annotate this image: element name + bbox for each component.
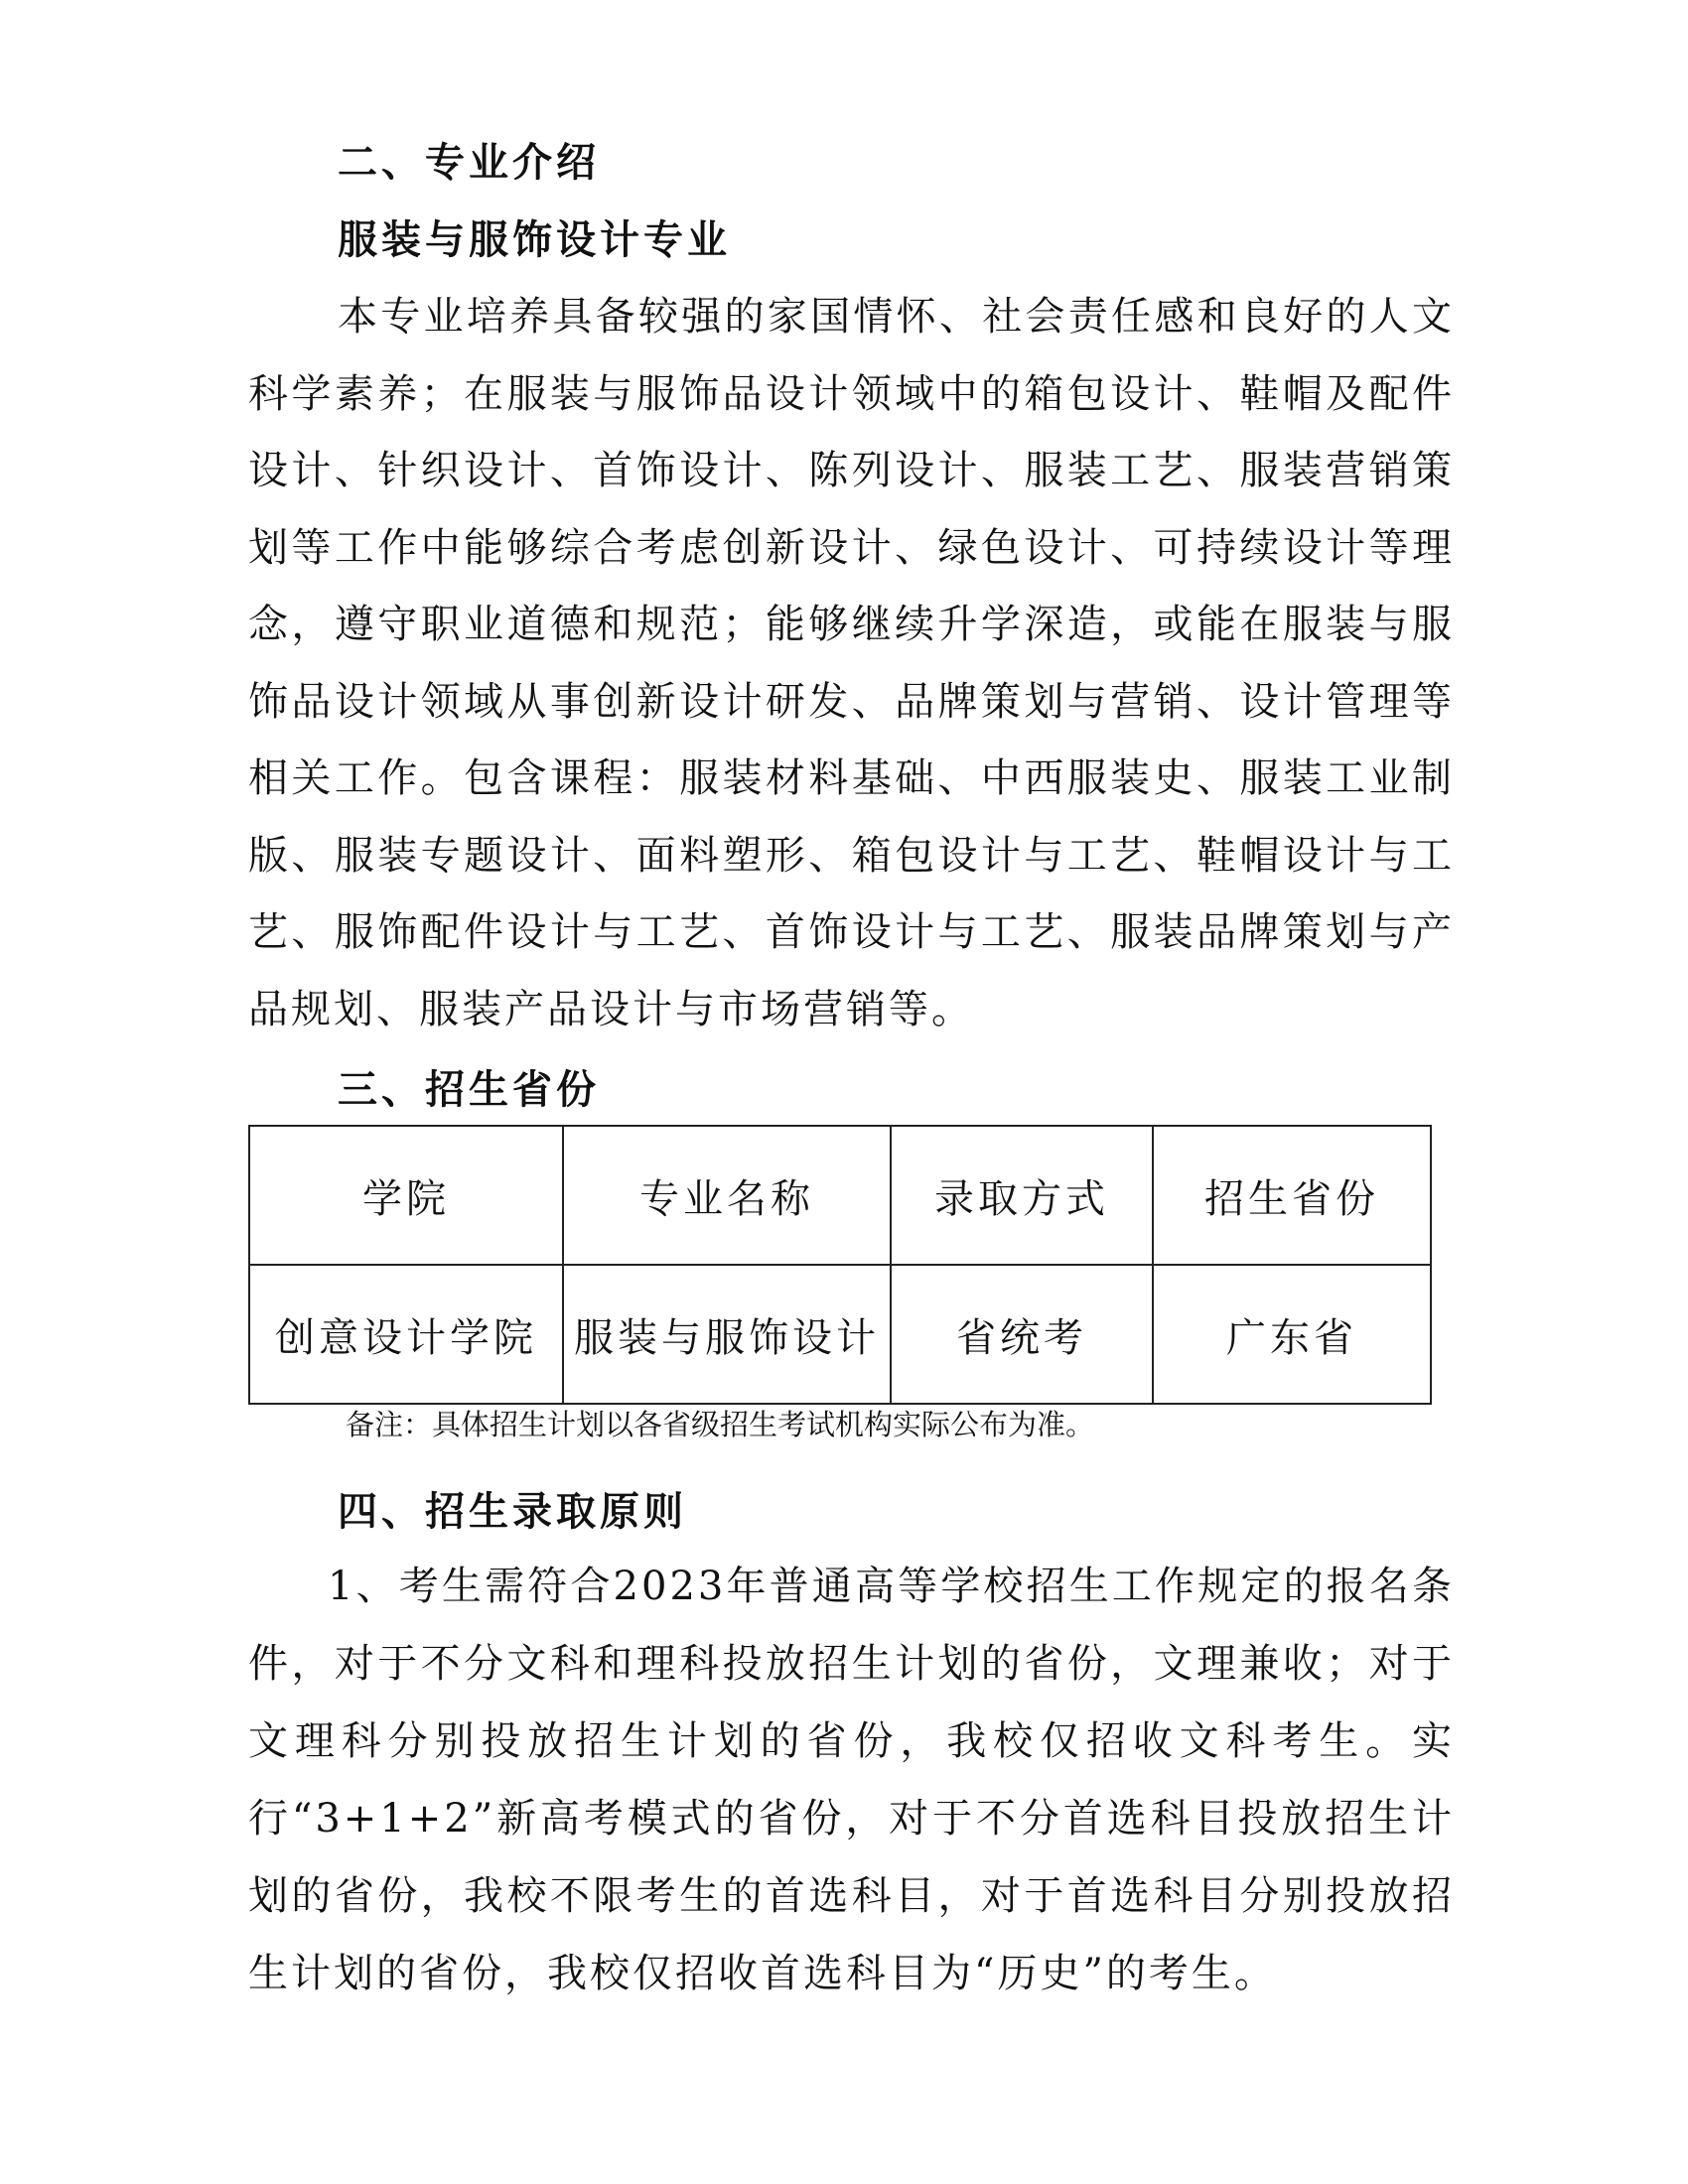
header-admission-method: 录取方式: [891, 1126, 1153, 1265]
cell-college: 创意设计学院: [249, 1265, 563, 1404]
table-header-row: [249, 1126, 1431, 1265]
major-description: 本专业培养具备较强的家国情怀、社会责任感和良好的人文科学素养；在服装与服饰品设计领域中的箱包设计、鞋帽及配件设计、针织设计、首饰设计、陈列设计、服装工艺、服装营销策划等工作中能够综合考虑创新设计、绿色设计、可持续设计等理念，遵守职业道德和规范；能够继续升学深造，或能在服装与服饰品设计领域从事创新设计研发、品牌策划与营销、设计管理等相关工作。包含课程：服装材料基础、中西服装史、服装工业制版、服装专题设计、面料塑形、箱包设计与工艺、鞋帽设计与工艺、服饰配件设计与工艺、首饰设计与工艺、服装品牌策划与产品规划、服装产品设计与市场营销等。: [248, 294, 1455, 1032]
section-heading-major-intro: 二、专业介绍: [338, 140, 600, 186]
cell-admission-method: 省统考: [891, 1265, 1153, 1404]
table-row: [249, 1265, 1431, 1404]
major-title: 服装与服饰设计专业: [338, 217, 731, 263]
header-province: 招生省份: [1153, 1126, 1431, 1265]
section-heading-admission-principles: 四、招生录取原则: [338, 1489, 687, 1535]
admission-principle-1: 1、考生需符合2023年普通高等学校招生工作规定的报名条件，对于不分文科和理科投放招生计划的省份，文理兼收；对于文理科分别投放招生计划的省份，我校仅招收文科考生。实行“3+1+2”新高考模式的省份，对于不分首选科目投放招生计划的省份，我校不限考生的首选科目，对于首选科目分别投放招生计划的省份，我校仅招收首选科目为“历史”的考生。: [248, 1564, 1455, 1996]
admission-table: [248, 1125, 1432, 1405]
cell-province: 广东省: [1153, 1265, 1431, 1404]
section-heading-provinces: 三、招生省份: [338, 1067, 600, 1113]
table-note: 备注：具体招生计划以各省级招生考试机构实际公布为准。: [346, 1408, 1095, 1441]
header-major-name: 专业名称: [563, 1126, 891, 1265]
header-college: 学院: [249, 1126, 563, 1265]
cell-major-name: 服装与服饰设计: [563, 1265, 891, 1404]
